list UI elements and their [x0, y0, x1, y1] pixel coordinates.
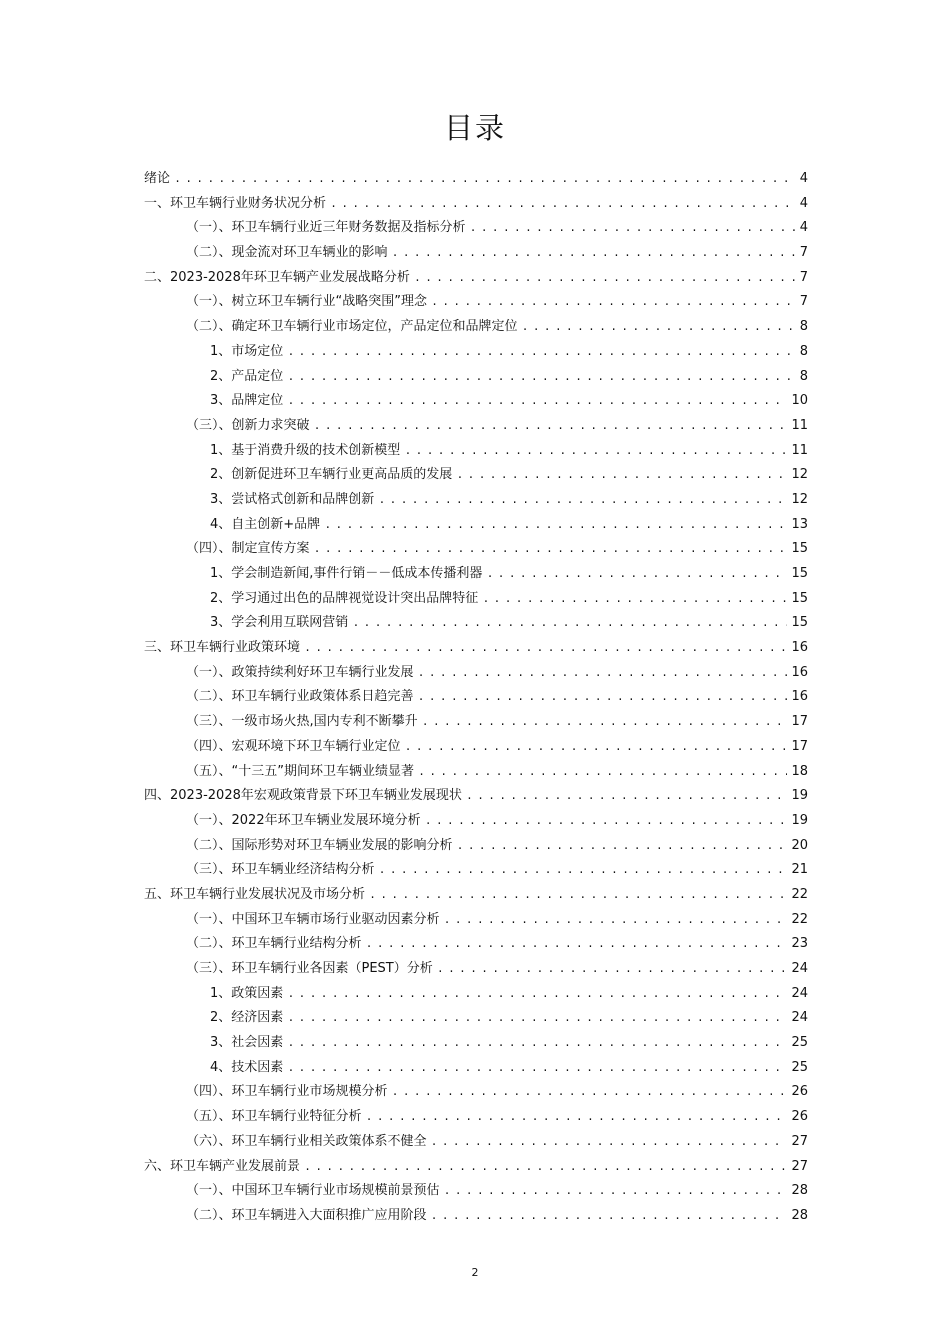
- toc-entry[interactable]: [144, 216, 808, 241]
- toc-entry-text: 一、环卫车辆行业财务状况分析 . . .: [144, 192, 808, 217]
- toc-entry-text: 2、产品定位 . . .: [210, 365, 808, 390]
- toc-entry[interactable]: [144, 414, 808, 439]
- toc-entry-page: 7: [796, 290, 808, 315]
- toc-entry[interactable]: [144, 1006, 808, 1031]
- toc-entry-text: （二）、国际形势对环卫车辆业发展的影响分析 . . .: [186, 834, 808, 859]
- toc-entry-page: 27: [787, 1130, 808, 1155]
- toc-entry-page: 23: [787, 932, 808, 957]
- toc-entry-page: 8: [796, 365, 808, 390]
- toc-entry[interactable]: [144, 611, 808, 636]
- toc-entry-text: 4、技术因素 . . .: [210, 1056, 808, 1081]
- toc-entry-text: 3、品牌定位 . . .: [210, 389, 808, 414]
- toc-entry-text: （六）、环卫车辆行业相关政策体系不健全 . . .: [186, 1130, 808, 1155]
- toc-entry-page: 15: [787, 562, 808, 587]
- toc-entry[interactable]: [144, 784, 808, 809]
- toc-entry[interactable]: [144, 685, 808, 710]
- toc-entry-page: 27: [787, 1155, 808, 1180]
- toc-entry-text: 3、尝试格式创新和品牌创新 . . .: [210, 488, 808, 513]
- toc-entry-page: 8: [796, 340, 808, 365]
- toc-entry-page: 7: [796, 266, 808, 291]
- toc-entry-text: 3、学会利用互联网营销 . . .: [210, 611, 808, 636]
- toc-entry-text: （五）、“十三五”期间环卫车辆业绩显著 . . .: [186, 760, 808, 785]
- toc-entry-text: （三）、环卫车辆业经济结构分析 . . .: [186, 858, 808, 883]
- toc-entry-text: （五）、环卫车辆行业特征分析 . . .: [186, 1105, 808, 1130]
- toc-entry[interactable]: [144, 809, 808, 834]
- toc-entry-text: 3、社会因素 . . .: [210, 1031, 808, 1056]
- toc-entry-page: 12: [787, 463, 808, 488]
- toc-entry[interactable]: [144, 710, 808, 735]
- toc-entry[interactable]: [144, 883, 808, 908]
- toc-entry-page: 28: [787, 1204, 808, 1229]
- toc-entry-text: （二）、现金流对环卫车辆业的影响 . . .: [186, 241, 808, 266]
- toc-entry-text: （二）、确定环卫车辆行业市场定位，产品定位和品牌定位 . . .: [186, 315, 808, 340]
- toc-entry[interactable]: [144, 587, 808, 612]
- toc-entry-text: （三）、一级市场火热,国内专利不断攀升 . . .: [186, 710, 808, 735]
- toc-entry-page: 4: [796, 192, 808, 217]
- toc-entry-page: 11: [787, 414, 808, 439]
- toc-entry-page: 18: [787, 760, 808, 785]
- toc-entry-text: （一）、中国环卫车辆行业市场规模前景预估 . . .: [186, 1179, 808, 1204]
- toc-entry-text: 绪论 . . .: [144, 167, 808, 192]
- toc-entry-page: 28: [787, 1179, 808, 1204]
- toc-entry-page: 7: [796, 241, 808, 266]
- toc-entry-page: 24: [787, 1006, 808, 1031]
- toc-entry-text: （四）、环卫车辆行业市场规模分析 . . .: [186, 1080, 808, 1105]
- toc-entry-page: 4: [796, 167, 808, 192]
- toc-entry-text: （二）、环卫车辆进入大面积推广应用阶段 . . .: [186, 1204, 808, 1229]
- toc-entry-page: 22: [787, 908, 808, 933]
- toc-entry[interactable]: [144, 365, 808, 390]
- toc-entry[interactable]: [144, 760, 808, 785]
- toc-entry[interactable]: [144, 241, 808, 266]
- toc-entry[interactable]: [144, 315, 808, 340]
- toc-entry[interactable]: [144, 735, 808, 760]
- toc-entry[interactable]: [144, 266, 808, 291]
- toc-entry-text: 2、创新促进环卫车辆行业更高品质的发展 . . .: [210, 463, 808, 488]
- toc-entry-text: （三）、创新力求突破 . . .: [186, 414, 808, 439]
- toc-entry-text: 2、学习通过出色的品牌视觉设计突出品牌特征 . . .: [210, 587, 808, 612]
- toc-entry-text: （一）、政策持续利好环卫车辆行业发展 . . .: [186, 661, 808, 686]
- toc-entry-page: 17: [787, 735, 808, 760]
- toc-entry-page: 25: [787, 1031, 808, 1056]
- toc-entry[interactable]: [144, 932, 808, 957]
- toc-entry[interactable]: [144, 858, 808, 883]
- toc-entry[interactable]: [144, 1056, 808, 1081]
- toc-entry[interactable]: [144, 1204, 808, 1229]
- toc-entry-text: 三、环卫车辆行业政策环境 . . .: [144, 636, 808, 661]
- toc-entry-page: 24: [787, 982, 808, 1007]
- toc-entry[interactable]: [144, 957, 808, 982]
- toc-entry[interactable]: [144, 1080, 808, 1105]
- toc-entry[interactable]: [144, 463, 808, 488]
- toc-entry-text: 1、市场定位 . . .: [210, 340, 808, 365]
- toc-entry[interactable]: [144, 562, 808, 587]
- toc-entry[interactable]: [144, 192, 808, 217]
- toc-entry-page: 12: [787, 488, 808, 513]
- toc-entry[interactable]: [144, 537, 808, 562]
- toc-entry[interactable]: [144, 1130, 808, 1155]
- toc-entry-page: 24: [787, 957, 808, 982]
- toc-entry-page: 17: [787, 710, 808, 735]
- toc-entry[interactable]: [144, 167, 808, 192]
- toc-entry[interactable]: [144, 1155, 808, 1180]
- toc-entry-text: 四、2023-2028年宏观政策背景下环卫车辆业发展现状 . . .: [144, 784, 808, 809]
- toc-entry-page: 16: [787, 685, 808, 710]
- toc-entry[interactable]: [144, 636, 808, 661]
- toc-entry-text: （二）、环卫车辆行业结构分析 . . .: [186, 932, 808, 957]
- toc-entry-page: 10: [787, 389, 808, 414]
- toc-entry-text: 六、环卫车辆产业发展前景 . . .: [144, 1155, 808, 1180]
- toc-entry-page: 26: [787, 1105, 808, 1130]
- toc-entry-page: 26: [787, 1080, 808, 1105]
- toc-entry-text: 1、基于消费升级的技术创新模型 . . .: [210, 439, 808, 464]
- toc-entry-text: （四）、宏观环境下环卫车辆行业定位 . . .: [186, 735, 808, 760]
- toc-entry-page: 21: [787, 858, 808, 883]
- toc-entry-text: 2、经济因素 . . .: [210, 1006, 808, 1031]
- toc-entry[interactable]: [144, 1105, 808, 1130]
- toc-entry[interactable]: [144, 1031, 808, 1056]
- toc-entry-page: 8: [796, 315, 808, 340]
- toc-entry[interactable]: [144, 340, 808, 365]
- toc-entry-text: （一）、中国环卫车辆市场行业驱动因素分析 . . .: [186, 908, 808, 933]
- toc-entry[interactable]: [144, 661, 808, 686]
- toc-entry[interactable]: [144, 1179, 808, 1204]
- toc-entry[interactable]: [144, 908, 808, 933]
- toc-entry-page: 11: [787, 439, 808, 464]
- toc-entry-text: 1、学会制造新闻,事件行销－－低成本传播利器 . . .: [210, 562, 808, 587]
- toc-entry-text: 1、政策因素 . . .: [210, 982, 808, 1007]
- toc-entry-page: 25: [787, 1056, 808, 1081]
- toc-entry[interactable]: [144, 389, 808, 414]
- toc-entry-page: 19: [787, 809, 808, 834]
- toc-entry-page: 15: [787, 611, 808, 636]
- toc-entry-text: 五、环卫车辆行业发展状况及市场分析 . . .: [144, 883, 808, 908]
- toc-entry-text: （四）、制定宣传方案 . . .: [186, 537, 808, 562]
- toc-entry[interactable]: [144, 834, 808, 859]
- page-number: 2: [471, 1266, 479, 1279]
- toc-entry-page: 19: [787, 784, 808, 809]
- toc-entry[interactable]: [144, 513, 808, 538]
- table-of-contents: [144, 167, 808, 1229]
- toc-entry-page: 13: [787, 513, 808, 538]
- toc-entry-text: （三）、环卫车辆行业各因素（PEST）分析 . . .: [186, 957, 808, 982]
- toc-entry-page: 16: [787, 636, 808, 661]
- toc-entry-page: 4: [796, 216, 808, 241]
- toc-entry-text: （二）、环卫车辆行业政策体系日趋完善 . . .: [186, 685, 808, 710]
- toc-entry-text: 4、自主创新+品牌 . . .: [210, 513, 808, 538]
- toc-entry-page: 15: [787, 587, 808, 612]
- toc-entry-text: （一）、环卫车辆行业近三年财务数据及指标分析 . . .: [186, 216, 808, 241]
- toc-entry-text: （一）、2022年环卫车辆业发展环境分析 . . .: [186, 809, 808, 834]
- toc-entry-page: 15: [787, 537, 808, 562]
- toc-entry[interactable]: [144, 488, 808, 513]
- toc-title: 目录: [443, 111, 506, 145]
- toc-entry-page: 16: [787, 661, 808, 686]
- toc-entry[interactable]: [144, 982, 808, 1007]
- toc-entry[interactable]: [144, 439, 808, 464]
- toc-entry[interactable]: [144, 290, 808, 315]
- toc-entry-text: 二、2023-2028年环卫车辆产业发展战略分析 . . .: [144, 266, 808, 291]
- toc-entry-page: 22: [787, 883, 808, 908]
- toc-entry-page: 20: [787, 834, 808, 859]
- toc-entry-text: （一）、树立环卫车辆行业“战略突围”理念 . . .: [186, 290, 808, 315]
